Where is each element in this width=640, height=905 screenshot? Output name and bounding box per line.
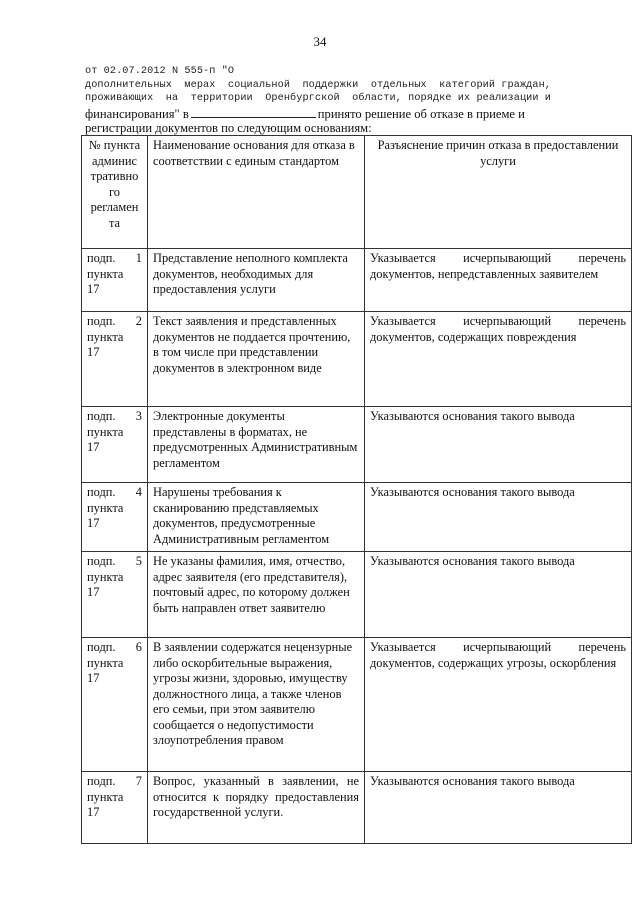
table-row	[82, 483, 632, 552]
row-reason-cell: Указываются основания такого вывода	[365, 552, 632, 638]
decree-title-line-1: дополнительных мерах социальной поддержки отдельных категорий граждан,	[85, 80, 552, 91]
row-reason-cell: Указываются основания такого вывода	[365, 772, 632, 844]
table-row	[82, 407, 632, 483]
intro-line-1	[85, 107, 525, 122]
row-item-cell: подп. 6 пункта 17	[82, 638, 148, 772]
row-reason-cell: Указываются основания такого вывода	[365, 407, 632, 483]
table-row	[82, 638, 632, 772]
intro-line-1-start: финансирования" в	[85, 107, 189, 121]
row-basis-cell: В заявлении содержатся нецензурные либо оскорбительные выражения, угрозы жизни, здоровью, имуществу должностного лица, а также членов его семьи, при этом заявителю сообщается о недопустимости злоупотребления правом	[148, 638, 365, 772]
row-reason-cell: Указывается исчерпывающий перечень документов, содержащих угрозы, оскорбления	[365, 638, 632, 772]
header-regulation-item: № пункта админис тративно го регламен та	[82, 136, 148, 249]
row-reason-cell: Указываются основания такого вывода	[365, 483, 632, 552]
blank-field-underline	[191, 107, 316, 118]
row-basis-cell: Нарушены требования к сканированию представляемых документов, предусмотренные Административным регламентом	[148, 483, 365, 552]
row-basis-cell: Электронные документы представлены в форматах, не предусмотренных Административным регламентом	[148, 407, 365, 483]
row-basis-cell: Текст заявления и представленных документов не поддается прочтению, в том числе при представлении документов в электронном виде	[148, 312, 365, 407]
table-row	[82, 772, 632, 844]
header-basis-name: Наименование основания для отказа в соответствии с единым стандартом	[148, 136, 365, 249]
row-item-cell: подп. 4 пункта 17	[82, 483, 148, 552]
intro-line-2: регистрации документов по следующим основаниям:	[85, 121, 372, 135]
row-reason-cell: Указывается исчерпывающий перечень документов, непредставленных заявителем	[365, 249, 632, 312]
decree-reference-line: от 02.07.2012 N 555-п "О	[85, 66, 235, 77]
row-item-cell: подп. 1 пункта 17	[82, 249, 148, 312]
row-basis-cell: Не указаны фамилия, имя, отчество, адрес заявителя (его представителя), почтовый адрес, по которому должен быть направлен ответ заявителю	[148, 552, 365, 638]
row-basis-cell: Вопрос, указанный в заявлении, не относится к порядку предоставления государственной услуги.	[148, 772, 365, 844]
row-reason-cell: Указывается исчерпывающий перечень документов, содержащих повреждения	[365, 312, 632, 407]
page-number: 34	[313, 34, 327, 49]
table-row	[82, 312, 632, 407]
table-row	[82, 249, 632, 312]
refusal-grounds-table	[81, 135, 632, 844]
row-item-cell: подп. 2 пункта 17	[82, 312, 148, 407]
decree-title-line-2: проживающих на территории Оренбургской области, порядке их реализации и	[85, 93, 552, 104]
row-basis-cell: Представление неполного комплекта документов, необходимых для предоставления услуги	[148, 249, 365, 312]
row-item-cell: подп. 3 пункта 17	[82, 407, 148, 483]
table-row	[82, 552, 632, 638]
row-item-cell: подп. 5 пункта 17	[82, 552, 148, 638]
table-header-row	[82, 136, 632, 249]
intro-line-1-end: принято решение об отказе в приеме и	[317, 107, 525, 121]
row-item-cell: подп. 7 пункта 17	[82, 772, 148, 844]
header-reason-explanation: Разъяснение причин отказа в предоставлении услуги	[365, 136, 632, 249]
